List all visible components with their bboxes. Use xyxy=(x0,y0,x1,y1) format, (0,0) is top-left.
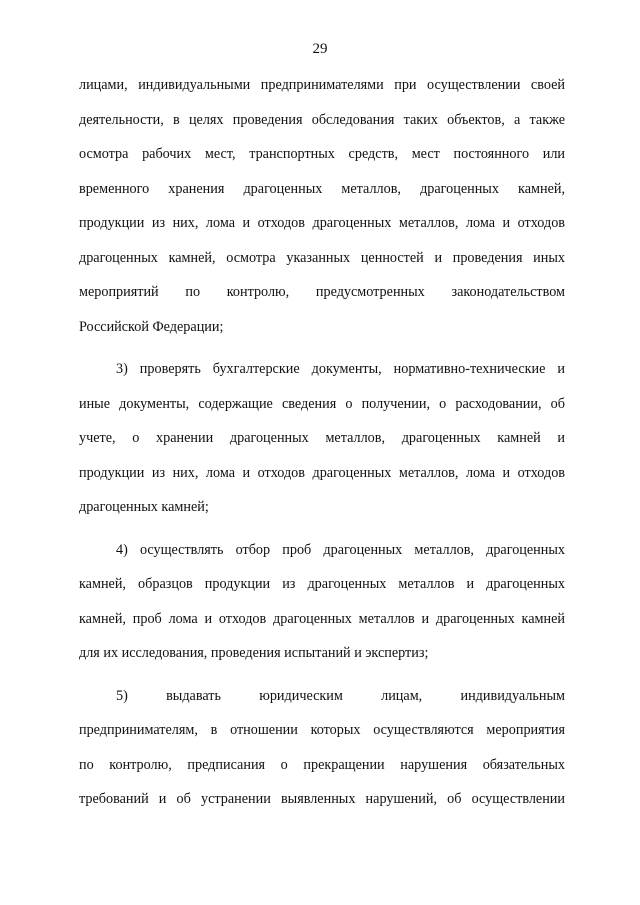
page-number: 29 xyxy=(312,41,328,57)
text-line: для их исследования, проведения испытаний и экспертиз; xyxy=(79,645,429,661)
text-line: 5) выдавать юридическим лицам, индивидуальным xyxy=(116,687,565,704)
text-line: осмотра рабочих мест, транспортных средств, мест постоянного или xyxy=(79,146,565,162)
text-line: предпринимателям, в отношении которых осуществляются мероприятия xyxy=(79,722,565,738)
text-line: мероприятий по контролю, предусмотренных законодательством xyxy=(79,284,565,300)
text-line: 3) проверять бухгалтерские документы, нормативно-технические и xyxy=(116,361,565,377)
text-line: временного хранения драгоценных металлов, драгоценных камней, xyxy=(79,180,565,197)
text-line: учете, о хранении драгоценных металлов, драгоценных камней и xyxy=(79,430,565,446)
text-line: камней, образцов продукции из драгоценных металлов и драгоценных xyxy=(79,576,565,592)
document-body xyxy=(79,76,565,825)
text-line: деятельности, в целях проведения обследования таких объектов, а также xyxy=(79,111,565,128)
text-line: драгоценных камней; xyxy=(79,499,209,515)
text-line: 4) осуществлять отбор проб драгоценных металлов, драгоценных xyxy=(116,541,565,558)
paragraph-item-4 xyxy=(79,541,565,679)
text-line: иные документы, содержащие сведения о получении, о расходовании, об xyxy=(79,395,565,412)
text-line: требований и об устранении выявленных нарушений, об осуществлении xyxy=(79,791,565,807)
text-line: Российской Федерации; xyxy=(79,318,224,335)
text-line: по контролю, предписания о прекращении нарушения обязательных xyxy=(79,756,565,773)
text-line: продукции из них, лома и отходов драгоценных металлов, лома и отходов xyxy=(79,464,565,481)
text-line: продукции из них, лома и отходов драгоценных металлов, лома и отходов xyxy=(79,215,565,231)
text-line: драгоценных камней, осмотра указанных ценностей и проведения иных xyxy=(79,249,565,266)
paragraph-item-3 xyxy=(79,360,565,533)
paragraph-item-5 xyxy=(79,687,565,825)
paragraph-continuation xyxy=(79,76,565,352)
text-line: камней, проб лома и отходов драгоценных металлов и драгоценных камней xyxy=(79,610,565,627)
text-line: лицами, индивидуальными предпринимателями при осуществлении своей xyxy=(79,77,565,93)
